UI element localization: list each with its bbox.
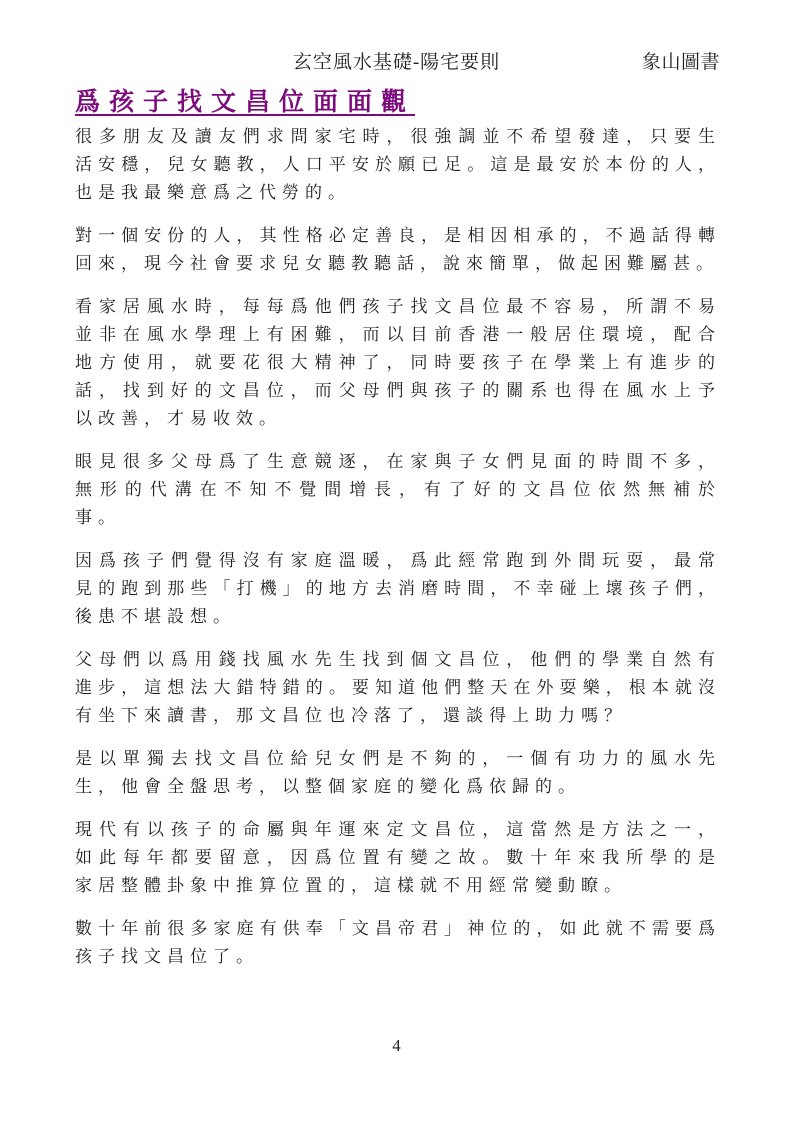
paragraph-line: 因爲孩子們覺得沒有家庭溫暖，爲此經常跑到外間玩耍，最常 bbox=[75, 551, 721, 570]
page-header bbox=[0, 47, 793, 71]
paragraph-line: 對一個安份的人，其性格必定善良，是相因相承的，不過話得轉 bbox=[75, 226, 721, 245]
paragraph-line: 無形的代溝在不知不覺間增長，有了好的文昌位依然無補於 bbox=[75, 480, 721, 499]
paragraph-line: 話，找到好的文昌位，而父母們與孩子的關系也得在風水上予 bbox=[75, 381, 721, 400]
paragraph-line: 也是我最樂意爲之代勞的。 bbox=[75, 183, 351, 202]
paragraph bbox=[75, 222, 721, 278]
paragraph bbox=[75, 816, 721, 900]
paragraph-line: 眼見很多父母爲了生意競逐，在家與子女們見面的時間不多， bbox=[75, 452, 721, 471]
page-footer bbox=[0, 1036, 793, 1056]
paragraph-line: 孩子找文昌位了。 bbox=[75, 947, 259, 966]
paragraph bbox=[75, 448, 721, 532]
paragraph-line: 父母們以爲用錢找風水先生找到個文昌位，他們的學業自然有 bbox=[75, 650, 721, 669]
paragraph-line: 地方使用，就要花很大精神了，同時要孩子在學業上有進步的 bbox=[75, 353, 721, 372]
paragraph-line: 後患不堪設想。 bbox=[75, 607, 236, 626]
paragraph bbox=[75, 915, 721, 971]
paragraph-line: 活安穩，兒女聽教，人口平安於願已足。這是最安於本份的人， bbox=[75, 155, 721, 174]
paragraph-line: 看家居風水時，每每爲他們孩子找文昌位最不容易，所謂不易 bbox=[75, 297, 721, 316]
paragraph-line: 事。 bbox=[75, 508, 121, 527]
paragraph bbox=[75, 646, 721, 730]
paragraph-line: 很多朋友及讀友們求問家宅時，很強調並不希望發達，只要生 bbox=[75, 127, 721, 146]
paragraph-line: 數十年前很多家庭有供奉「文昌帝君」神位的，如此就不需要爲 bbox=[75, 919, 721, 938]
paragraph-line: 並非在風水學理上有困難，而以目前香港一般居住環境，配合 bbox=[75, 325, 721, 344]
page-number: 4 bbox=[392, 1036, 401, 1055]
paragraph-line: 見的跑到那些「打機」的地方去消磨時間，不幸碰上壞孩子們， bbox=[75, 579, 721, 598]
header-doc-title: 玄空風水基礎-陽宅要則 bbox=[292, 52, 501, 73]
paragraph-line: 生，他會全盤思考，以整個家庭的變化爲依歸的。 bbox=[75, 777, 581, 796]
paragraph bbox=[75, 293, 721, 433]
paragraph-line: 回來，現今社會要求兒女聽教聽話，說來簡單，做起困難屬甚。 bbox=[75, 254, 719, 273]
paragraph-line: 以改善，才易收效。 bbox=[75, 409, 282, 428]
paragraph-line: 如此每年都要留意，因爲位置有變之故。數十年來我所學的是 bbox=[75, 848, 721, 867]
paragraph-line: 家居整體卦象中推算位置的，這樣就不用經常變動瞭。 bbox=[75, 876, 627, 895]
article-body bbox=[75, 123, 721, 986]
paragraph-line: 有坐下來讀書，那文昌位也冷落了，還談得上助力嗎？ bbox=[75, 706, 627, 725]
paragraph-line: 是以單獨去找文昌位給兒女們是不夠的，一個有功力的風水先 bbox=[75, 749, 721, 768]
article-title: 爲孩子找文昌位面面觀 bbox=[75, 89, 416, 116]
paragraph-line: 進步，這想法大錯特錯的。要知道他們整天在外耍樂，根本就沒 bbox=[75, 678, 721, 697]
paragraph-line: 現代有以孩子的命屬與年運來定文昌位，這當然是方法之一， bbox=[75, 820, 721, 839]
paragraph bbox=[75, 547, 721, 631]
paragraph bbox=[75, 123, 721, 207]
paragraph bbox=[75, 745, 721, 801]
header-publisher: 象山圖書 bbox=[641, 52, 720, 73]
